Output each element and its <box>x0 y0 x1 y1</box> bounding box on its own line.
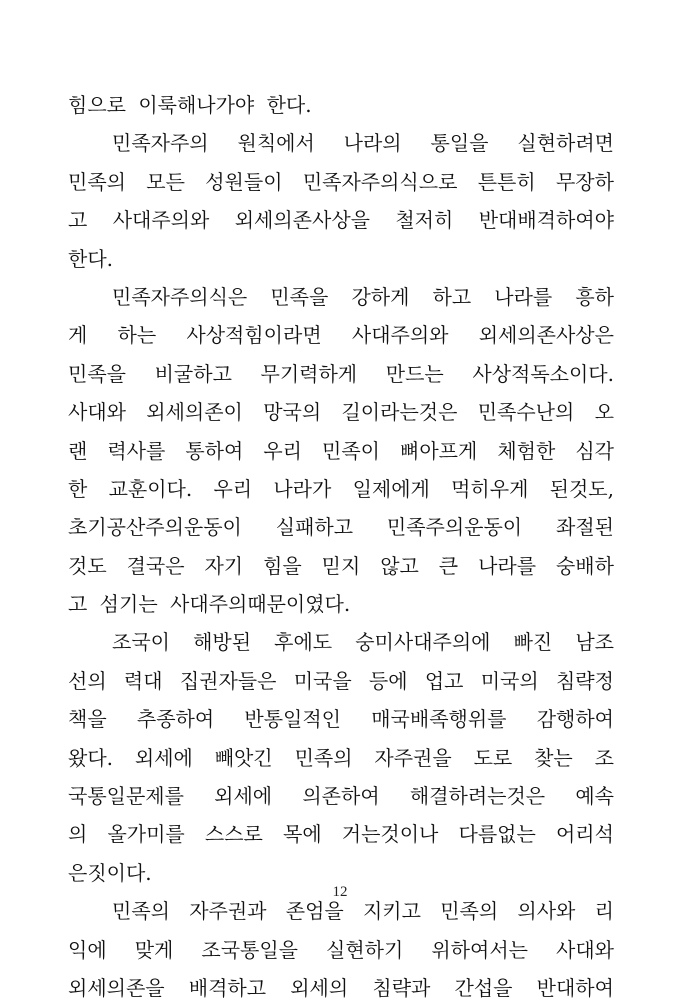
text-word: 원칙에서 <box>237 131 315 156</box>
text-word: 게 <box>68 323 88 348</box>
text-word: 좌절된 <box>556 515 614 540</box>
text-word: 익에 <box>68 937 107 962</box>
text-word: 민족의 <box>294 745 353 770</box>
text-word: 사상적독소이다. <box>472 361 614 386</box>
text-word: 민족자주의 <box>112 131 209 156</box>
text-word: 올가미를 <box>107 822 185 847</box>
text-word: 사상적힘이라면 <box>186 323 322 348</box>
text-word: 의 <box>68 822 88 847</box>
text-word: 외세의존이 <box>146 400 243 425</box>
text-word: 숭미사대주의에 <box>355 630 491 655</box>
text-line <box>68 623 614 661</box>
text-word: 존엄을 <box>285 899 344 924</box>
text-word: 매국배족행위를 <box>371 707 507 732</box>
text-word: 해방된 <box>193 630 252 655</box>
text-word: 지키고 <box>362 899 421 924</box>
text-word: 예속 <box>575 784 614 809</box>
text-word: 어리석 <box>555 822 614 847</box>
text-word: 거는것이나 <box>341 822 439 847</box>
text-line: 한다. <box>68 246 113 271</box>
text-word: 자주권을 <box>374 745 452 770</box>
text-word: 나라를 <box>494 284 553 309</box>
text-word: 하고 <box>432 284 472 309</box>
text-word: 민족을 <box>270 284 329 309</box>
text-word: 힘을 <box>263 553 302 578</box>
text-line <box>68 815 614 853</box>
text-word: 숭배하 <box>555 553 614 578</box>
text-line <box>68 931 614 969</box>
text-word: 력사를 <box>107 438 166 463</box>
text-word: 간섭을 <box>454 975 513 1000</box>
text-word: 심각 <box>575 438 614 463</box>
text-word: 민족이 <box>322 438 380 463</box>
text-word: 통일을 <box>430 131 489 156</box>
text-word: 성원들이 <box>205 169 283 194</box>
text-word: 집권자들은 <box>179 668 277 693</box>
text-word: 민족수난의 <box>477 400 575 425</box>
text-word: 고 <box>68 208 88 233</box>
text-line <box>68 163 614 201</box>
text-word: 망국의 <box>263 400 322 425</box>
text-word: 나라의 <box>343 131 402 156</box>
text-word: 미국을 <box>293 668 352 693</box>
text-word: 것도 <box>68 553 107 578</box>
text-word: 실현하기 <box>326 937 404 962</box>
text-line <box>68 316 614 354</box>
text-word: 랜 <box>68 438 88 463</box>
text-word: 나라가 <box>273 476 332 501</box>
text-word: 외세의존사상을 <box>234 208 370 233</box>
text-word: 오 <box>594 400 614 425</box>
text-word: 력대 <box>123 668 163 693</box>
text-word: 믿지 <box>321 553 361 578</box>
text-word: 왔다. <box>68 745 113 770</box>
text-word: 외세의 <box>290 975 349 1000</box>
text-word: 사대주의와 <box>351 323 449 348</box>
text-word: 리 <box>594 899 614 924</box>
text-word: 결국은 <box>126 553 185 578</box>
text-line: 힘으로 이룩해나가야 한다. <box>68 93 312 117</box>
text-word: 무장하 <box>555 169 614 194</box>
text-line <box>68 700 614 738</box>
text-word: 추종하여 <box>136 707 215 732</box>
text-word: 먹히우게 <box>451 476 529 501</box>
text-word: 튼튼히 <box>477 169 536 194</box>
text-word: 의존하여 <box>302 784 380 809</box>
text-word: 큰 <box>438 553 459 578</box>
text-line <box>68 201 614 239</box>
text-word: 무기력하게 <box>260 361 358 386</box>
text-word: 민족자주의식은 <box>112 284 248 309</box>
text-word: 한 <box>68 476 88 501</box>
text-word: 민족의 <box>440 899 499 924</box>
text-line <box>68 470 614 508</box>
text-line <box>68 662 614 700</box>
text-word: 조 <box>594 745 614 770</box>
text-word: 사대주의와 <box>112 208 210 233</box>
text-word: 나라를 <box>478 553 537 578</box>
text-word: 조국통일을 <box>201 937 298 962</box>
text-word: 스스로 <box>204 822 263 847</box>
text-word: 빼앗긴 <box>214 745 273 770</box>
text-word: 길이라는것은 <box>341 400 458 425</box>
text-line <box>68 355 614 393</box>
text-word: 배격하고 <box>188 975 267 1000</box>
text-line: 은짓이다. <box>68 860 152 885</box>
text-line <box>68 969 614 1007</box>
body-text <box>68 86 614 1007</box>
text-line <box>68 777 614 815</box>
text-word: 감행하여 <box>536 707 614 732</box>
text-word: 된것도, <box>549 476 614 501</box>
text-word: 자기 <box>204 553 244 578</box>
text-word: 흥하 <box>575 284 614 309</box>
text-word: 민족자주의식으로 <box>302 169 458 194</box>
text-word: 체험한 <box>497 438 556 463</box>
text-word: 국통일문제를 <box>68 784 184 809</box>
text-line <box>68 124 614 162</box>
text-word: 우리 <box>213 476 253 501</box>
text-word: 반통일적인 <box>244 707 341 732</box>
text-word: 도로 <box>473 745 513 770</box>
text-word: 실패하고 <box>275 515 354 540</box>
text-word: 침략정 <box>555 668 614 693</box>
text-word: 민족의 <box>112 899 170 924</box>
text-word: 강하게 <box>351 284 410 309</box>
text-word: 하는 <box>117 323 157 348</box>
text-line <box>68 393 614 431</box>
text-word: 외세에 <box>214 784 273 809</box>
text-word: 조국이 <box>112 630 170 655</box>
text-word: 업고 <box>424 668 464 693</box>
text-line <box>68 278 614 316</box>
text-word: 위하여서는 <box>431 937 528 962</box>
text-word: 의사와 <box>517 899 576 924</box>
text-line <box>68 739 614 777</box>
text-word: 후에도 <box>274 630 333 655</box>
text-word: 외세에 <box>134 745 193 770</box>
text-line: 고 섬기는 사대주의때문이였다. <box>68 592 351 617</box>
text-word: 남조 <box>575 630 614 655</box>
text-word: 미국의 <box>480 668 539 693</box>
text-word: 뼈아프게 <box>400 438 478 463</box>
text-word: 민족의 <box>68 169 126 194</box>
text-word: 일제에게 <box>352 476 430 501</box>
text-word: 초기공산주의운동이 <box>68 515 242 540</box>
text-word: 반대배격하여야 <box>478 208 614 233</box>
text-word: 만드는 <box>385 361 444 386</box>
text-word: 반대하여 <box>536 975 614 1000</box>
text-word: 외세의존을 <box>68 975 165 1000</box>
text-line <box>68 547 614 585</box>
text-line <box>68 432 614 470</box>
text-line <box>68 508 614 546</box>
text-word: 민족을 <box>68 361 126 386</box>
text-word: 모든 <box>146 169 185 194</box>
text-word: 다름없는 <box>458 822 536 847</box>
text-word: 해결하려는것은 <box>409 784 546 809</box>
text-word: 맞게 <box>134 937 174 962</box>
text-word: 사대와 <box>556 937 614 962</box>
text-word: 않고 <box>380 553 419 578</box>
text-word: 외세의존사상은 <box>478 323 614 348</box>
text-word: 사대와 <box>68 400 126 425</box>
text-word: 책을 <box>68 707 107 732</box>
text-word: 실현하려면 <box>517 131 614 156</box>
text-word: 우리 <box>263 438 302 463</box>
text-word: 자주권과 <box>189 899 267 924</box>
text-word: 선의 <box>68 668 107 693</box>
text-word: 침략과 <box>372 975 431 1000</box>
text-word: 목에 <box>283 822 322 847</box>
text-word: 등에 <box>368 668 408 693</box>
text-word: 찾는 <box>534 745 573 770</box>
text-word: 철저히 <box>395 208 454 233</box>
page-number: 12 <box>332 884 348 900</box>
text-word: 통하여 <box>185 438 244 463</box>
text-word: 민족주의운동이 <box>386 515 523 540</box>
text-word: 교훈이다. <box>108 476 193 501</box>
text-word: 비굴하고 <box>154 361 232 386</box>
text-word: 빠진 <box>513 630 553 655</box>
